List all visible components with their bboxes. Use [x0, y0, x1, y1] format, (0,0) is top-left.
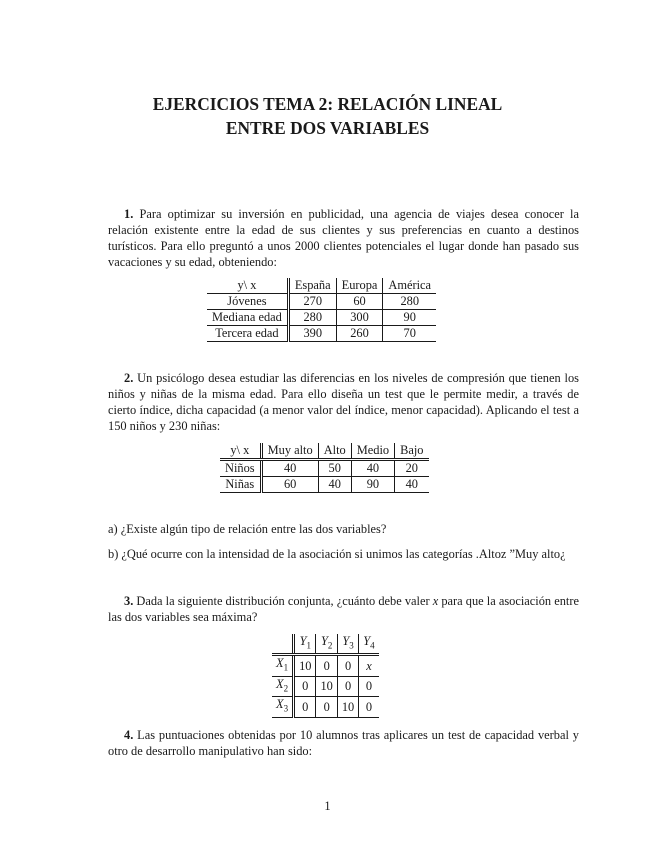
column-header: América: [383, 278, 436, 294]
table-row: [272, 697, 379, 717]
page-number: 1: [324, 799, 331, 813]
title-line-2: ENTRE DOS VARIABLES: [225, 118, 430, 138]
column-header: $Y_4$: [359, 634, 379, 655]
row-label: $X_3$: [272, 697, 294, 717]
row-label: Jóvenes: [207, 294, 288, 310]
table-row: [207, 294, 436, 310]
exercise-2-question-a: a) ¿Existe algún tipo de relación entre las dos variables?: [108, 522, 387, 536]
column-header: Bajo: [395, 443, 429, 460]
exercise-1-table: [207, 278, 436, 342]
exercise-1-paragraph: [108, 206, 579, 270]
column-header: España: [288, 278, 336, 294]
column-header: Medio: [351, 443, 394, 460]
table-row: [272, 655, 379, 676]
exercise-4-paragraph: [108, 727, 579, 759]
exercise-3-paragraph: [108, 593, 579, 625]
table-cell: 10: [337, 697, 358, 717]
table-cell: 90: [351, 477, 394, 493]
table-row: [207, 326, 436, 342]
table-cell: 60: [261, 477, 318, 493]
table-cell: 390: [288, 326, 336, 342]
table-cell: 20: [395, 460, 429, 477]
title-line-1: EJERCICIOS TEMA 2: RELACIÓN LINEAL: [152, 94, 503, 114]
column-header: $Y_1$: [294, 634, 316, 655]
column-header: Alto: [318, 443, 351, 460]
table-cell: 0: [359, 676, 379, 696]
table-cell: 70: [383, 326, 436, 342]
table-corner-header: y\ x: [220, 443, 261, 460]
table-cell: 0: [294, 676, 316, 696]
column-header: Europa: [336, 278, 383, 294]
table-row: [220, 477, 429, 493]
exercise-1-number: 1.: [124, 207, 134, 221]
variable-x: x: [432, 594, 439, 608]
table-corner-header: y\ x: [207, 278, 288, 294]
table-corner-header: [272, 634, 294, 655]
row-label: $X_1$: [272, 655, 294, 676]
exercise-2-table: [220, 443, 429, 493]
table-row: [272, 676, 379, 696]
exercise-3-text-before: Dada la siguiente distribución conjunta, ¿cuánto debe valer: [136, 594, 433, 608]
table-row: [207, 310, 436, 326]
table-row: [220, 460, 429, 477]
row-label: Niños: [220, 460, 261, 477]
exercise-2-question-b: b) ¿Qué ocurre con la intensidad de la asociación si unimos las categorías .Altoz ”Muy alto¿: [108, 547, 566, 561]
table-cell: 0: [294, 697, 316, 717]
table-cell: 0: [316, 697, 337, 717]
table-cell: 270: [288, 294, 336, 310]
table-cell: 260: [336, 326, 383, 342]
exercise-3-number: 3.: [124, 594, 134, 608]
table-cell: 0: [337, 676, 358, 696]
table-cell: 280: [383, 294, 436, 310]
table-cell: 300: [336, 310, 383, 326]
column-header: $Y_3$: [337, 634, 358, 655]
exercise-2-text: Un psicólogo desea estudiar las diferencias en los niveles de compresión que tienen los niños y niñas de la misma edad. Para ello diseña un test que le permite medir, a través de cierto índice, dicha capacidad (a menor valor del índice, menor capacidad). Aplicando el test a 150 niños y 230 niñas:: [108, 371, 579, 433]
table-cell-x: x: [359, 655, 379, 676]
table-cell: 60: [336, 294, 383, 310]
table-cell: 0: [316, 655, 337, 676]
table-cell: 40: [318, 477, 351, 493]
exercise-1-text: Para optimizar su inversión en publicidad, una agencia de viajes desea conocer la relación existente entre la edad de sus clientes y sus preferencias en cuanto a destinos turísticos. Para ello preguntó a unos 2000 clientes potenciales el lugar donde han pasado sus vacaciones y su edad, obteniendo:: [108, 207, 579, 269]
column-header: Muy alto: [261, 443, 318, 460]
table-cell: 0: [337, 655, 358, 676]
table-cell: 90: [383, 310, 436, 326]
page-title: [0, 92, 655, 140]
row-label: Niñas: [220, 477, 261, 493]
table-cell: 40: [395, 477, 429, 493]
exercise-4-number: 4.: [124, 728, 134, 742]
exercise-4-text: Las puntuaciones obtenidas por 10 alumnos tras aplicares un test de capacidad verbal y otro de desarrollo manipulativo han sido:: [108, 728, 579, 758]
exercise-2-paragraph: [108, 370, 579, 434]
table-cell: 50: [318, 460, 351, 477]
table-cell: 280: [288, 310, 336, 326]
table-cell: 0: [359, 697, 379, 717]
row-label: Mediana edad: [207, 310, 288, 326]
table-cell: 10: [294, 655, 316, 676]
exercise-2-number: 2.: [124, 371, 134, 385]
exercise-3-table: [272, 634, 379, 718]
row-label: $X_2$: [272, 676, 294, 696]
table-cell: 40: [351, 460, 394, 477]
column-header: $Y_2$: [316, 634, 337, 655]
exercise-3-text-after: para que la asociación entre las dos variables sea máxima?: [108, 594, 579, 624]
row-label: Tercera edad: [207, 326, 288, 342]
table-cell: 40: [261, 460, 318, 477]
table-cell: 10: [316, 676, 337, 696]
